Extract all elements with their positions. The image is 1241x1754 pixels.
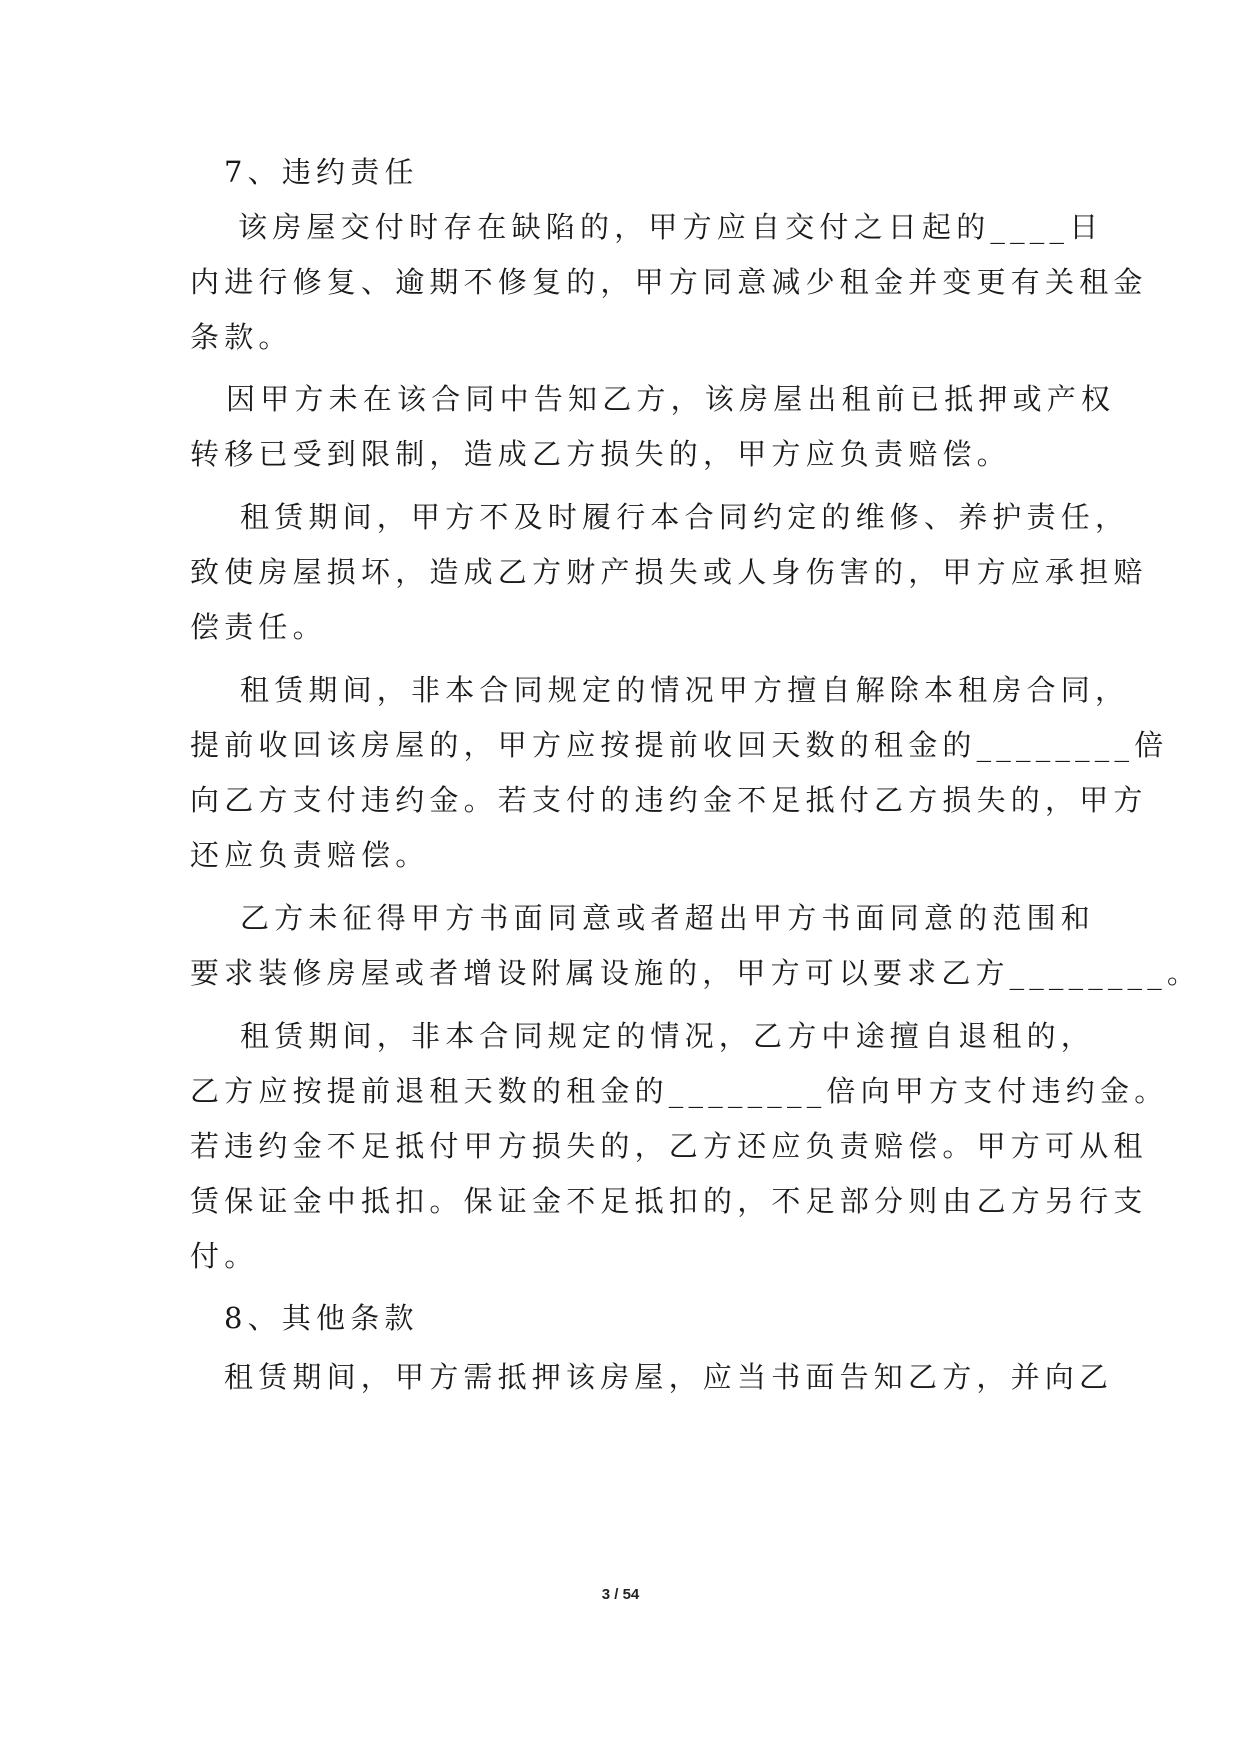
paragraph-line: 内进行修复、逾期不修复的，甲方同意减少租金并变更有关租金 bbox=[190, 265, 1148, 299]
paragraph-line: 租赁期间，甲方不及时履行本合同约定的维修、养护责任， bbox=[240, 500, 1130, 534]
page-number: 3 / 54 bbox=[601, 1586, 640, 1603]
paragraph-line: 租赁期间，非本合同规定的情况甲方擅自解除本租房合同， bbox=[240, 673, 1130, 707]
paragraph-line: 还应负责赔偿。 bbox=[190, 838, 430, 872]
paragraph-line: 租赁期间，非本合同规定的情况，乙方中途擅自退租的， bbox=[240, 1019, 1096, 1053]
paragraph-line: 偿责任。 bbox=[190, 610, 327, 644]
paragraph-line: 乙方应按提前退租天数的租金的________倍向甲方支付违约金。 bbox=[190, 1074, 1169, 1108]
paragraph-line: 条款。 bbox=[190, 320, 293, 354]
paragraph-line: 乙方未征得甲方书面同意或者超出甲方书面同意的范围和 bbox=[240, 901, 1096, 935]
paragraph-line: 致使房屋损坏，造成乙方财产损失或人身伤害的，甲方应承担赔 bbox=[190, 555, 1148, 589]
paragraph-line: 提前收回该房屋的，甲方应按提前收回天数的租金的________倍 bbox=[190, 728, 1169, 762]
paragraph-line: 该房屋交付时存在缺陷的，甲方应自交付之日起的____日 bbox=[238, 210, 1104, 244]
paragraph-line: 转移已受到限制，造成乙方损失的，甲方应负责赔偿。 bbox=[190, 437, 1011, 471]
paragraph-line: 租赁期间，甲方需抵押该房屋，应当书面告知乙方，并向乙 bbox=[224, 1360, 1114, 1394]
paragraph-line: 付。 bbox=[190, 1239, 259, 1273]
paragraph-line: 因甲方未在该合同中告知乙方，该房屋出租前已抵押或产权 bbox=[226, 382, 1116, 416]
paragraph-line: 赁保证金中抵扣。保证金不足抵扣的，不足部分则由乙方另行支 bbox=[190, 1184, 1148, 1218]
paragraph-line: 要求装修房屋或者增设附属设施的，甲方可以要求乙方________。 bbox=[190, 956, 1201, 990]
paragraph-line: 若违约金不足抵付甲方损失的，乙方还应负责赔偿。甲方可从租 bbox=[190, 1129, 1148, 1163]
section-heading: 8、其他条款 bbox=[224, 1301, 419, 1335]
paragraph-line: 向乙方支付违约金。若支付的违约金不足抵付乙方损失的，甲方 bbox=[190, 783, 1148, 817]
section-heading: 7、违约责任 bbox=[224, 155, 419, 189]
